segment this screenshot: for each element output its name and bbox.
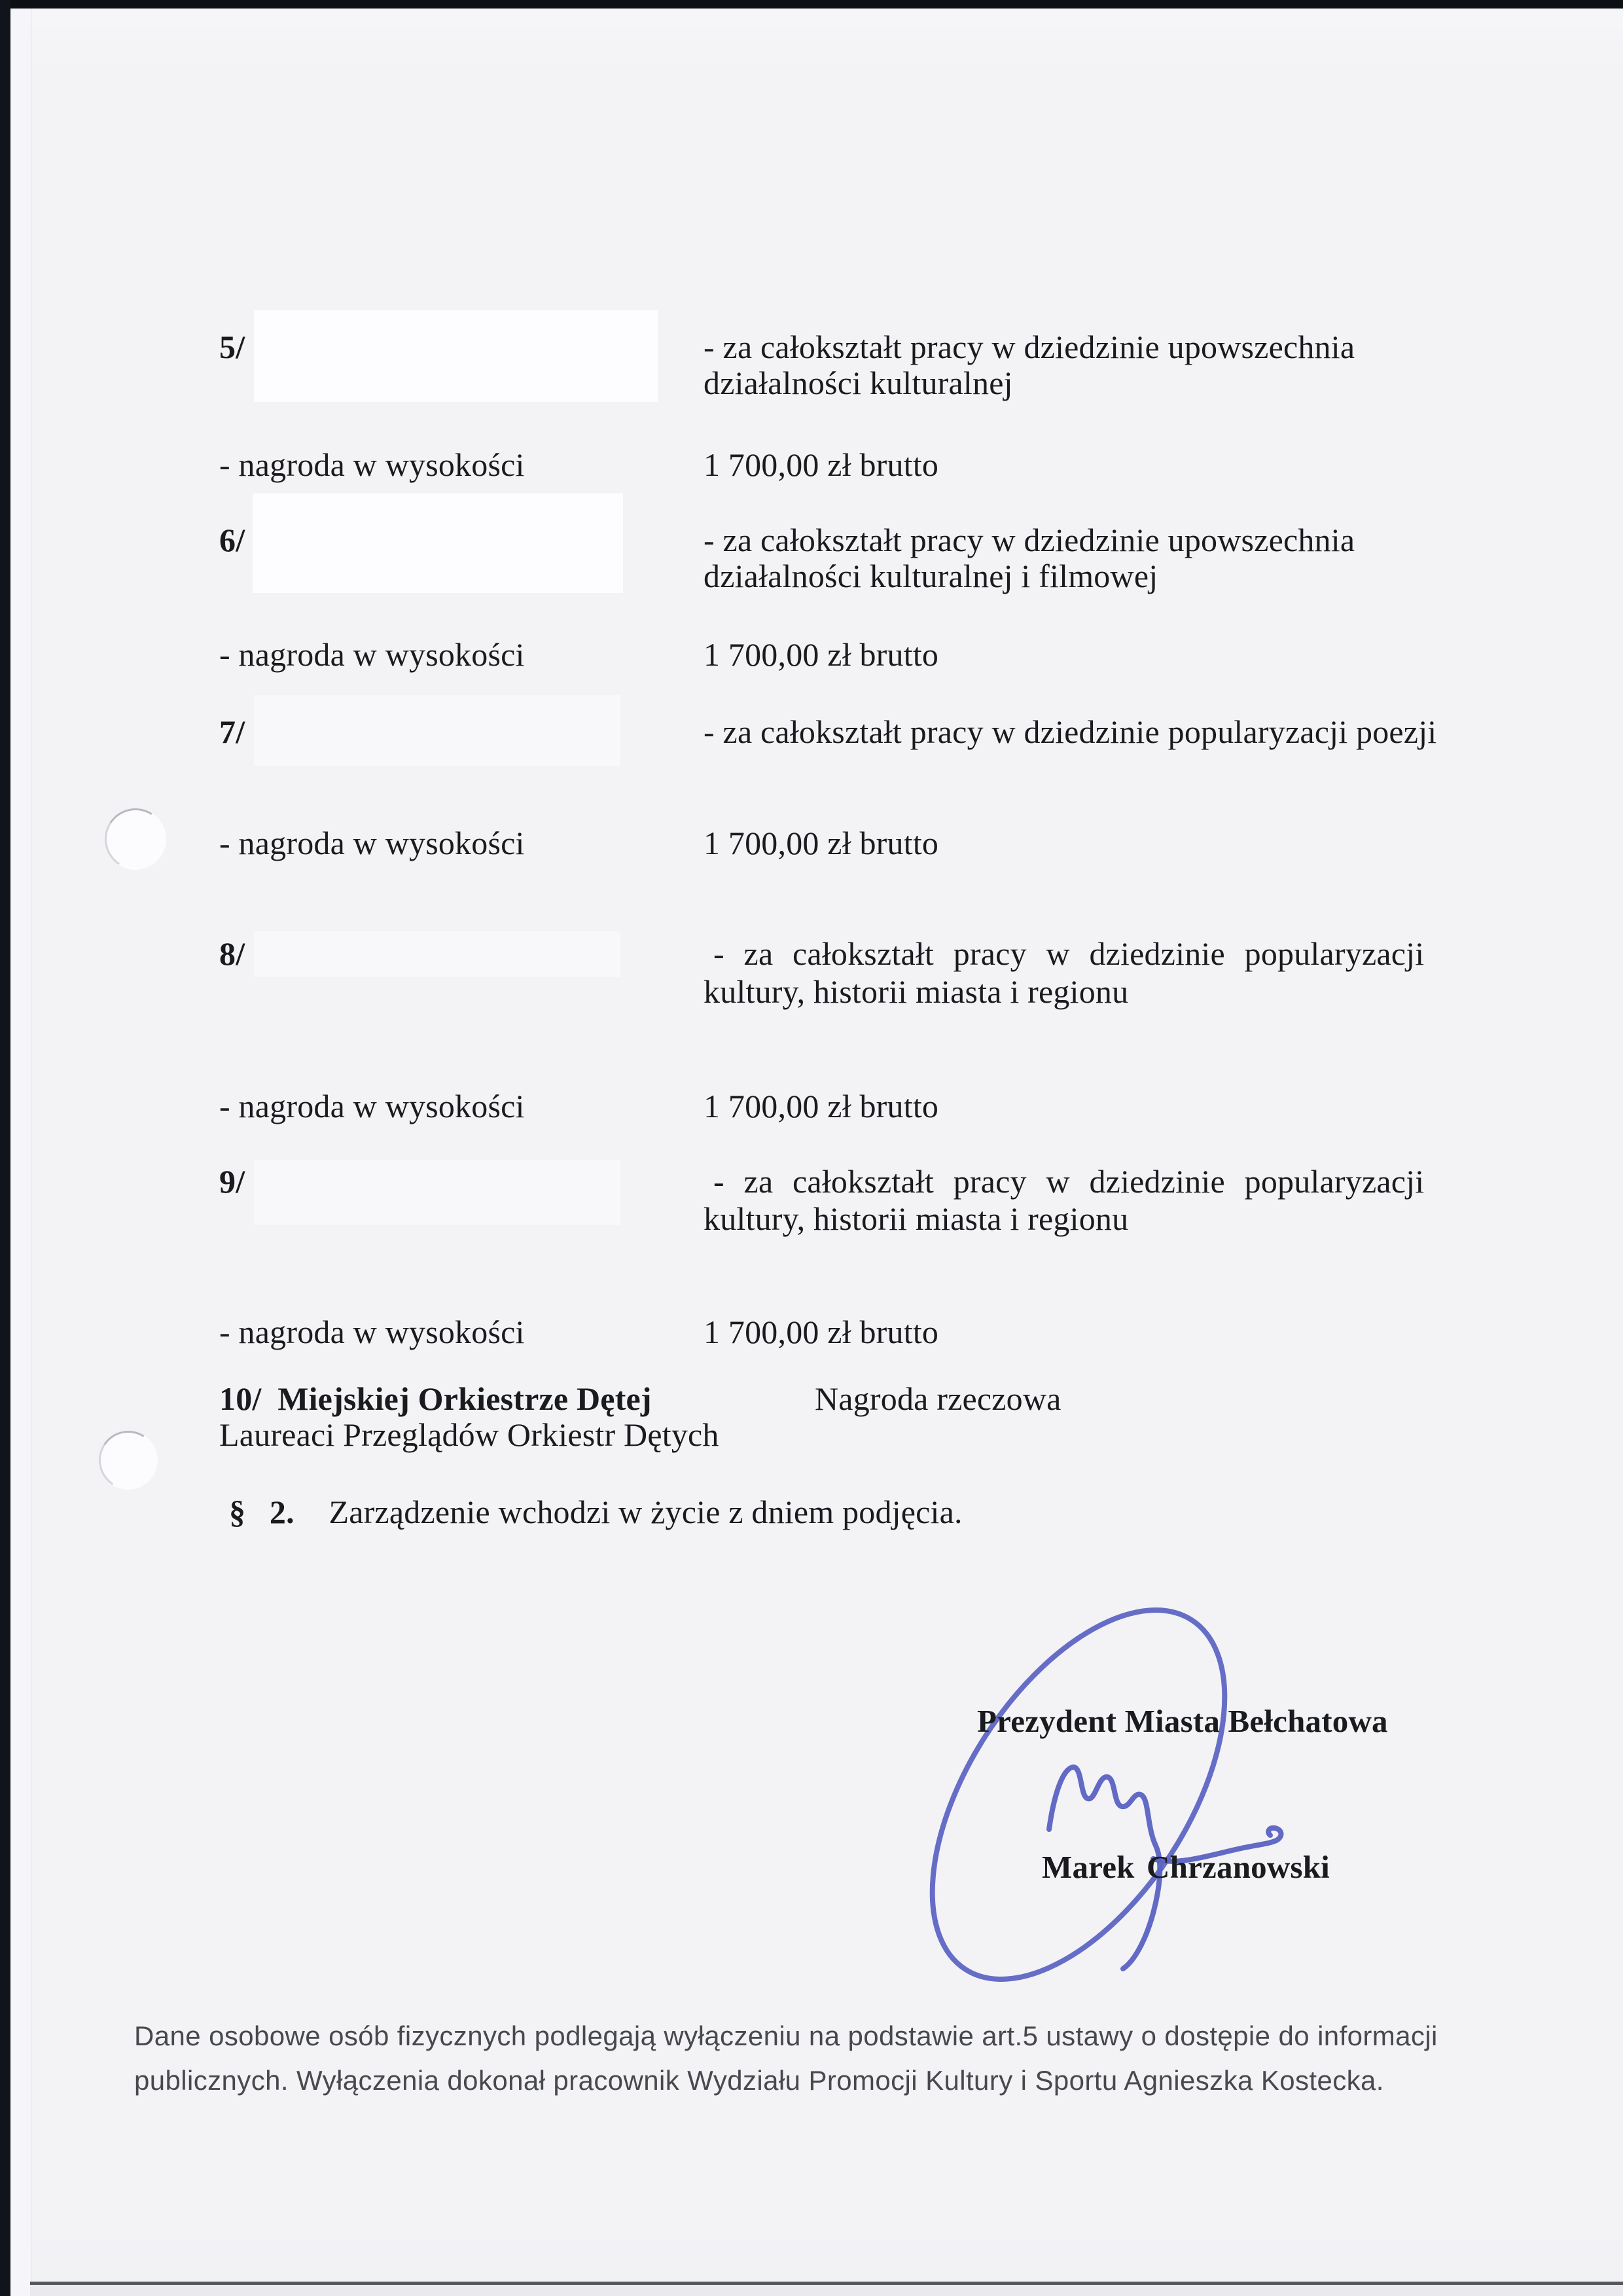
award-amount: 1 700,00 zł brutto xyxy=(704,636,939,673)
signatory-name: Marek Chrzanowski xyxy=(1042,1849,1330,1885)
signature-title: Prezydent Miasta Bełchatowa xyxy=(977,1703,1388,1739)
redaction-box xyxy=(254,695,620,766)
entry-number: 6/ xyxy=(219,522,245,558)
entry-description-line: kultury, historii miasta i regionu xyxy=(704,1200,1129,1237)
scan-edge-left xyxy=(0,0,10,2296)
entry-number: 5/ xyxy=(219,329,245,365)
award-amount: 1 700,00 zł brutto xyxy=(704,446,939,483)
recipient-name: Miejskiej Orkiestrze Dętej xyxy=(277,1380,652,1417)
award-label: - nagroda w wysokości xyxy=(219,1314,525,1350)
redaction-box xyxy=(254,1160,620,1225)
entry-number-and-recipient xyxy=(219,1382,652,1415)
entry-description-line: - za całokształt pracy w dziedzinie upowszechnia xyxy=(704,329,1355,365)
entry-description-line: działalności kulturalnej i filmowej xyxy=(704,558,1158,594)
scan-bed-left-strip xyxy=(10,9,31,2296)
scan-edge-top xyxy=(0,0,1623,9)
award-amount: 1 700,00 zł brutto xyxy=(704,825,939,861)
redaction-box xyxy=(253,493,623,593)
entry-description-line: kultury, historii miasta i regionu xyxy=(704,973,1129,1010)
entry-description-line: działalności kulturalnej xyxy=(704,365,1013,401)
footer-disclaimer-line: publicznych. Wyłączenia dokonał pracownik Wydziału Promocji Kultury i Sportu Agnieszka Kostecka. xyxy=(134,2065,1384,2096)
punch-hole xyxy=(99,802,171,875)
scan-bed-bottom-strip xyxy=(30,2285,1623,2296)
award-amount: 1 700,00 zł brutto xyxy=(704,1314,939,1350)
section-number: 2. xyxy=(269,1494,294,1530)
section-2 xyxy=(229,1496,963,1528)
award-label: - nagroda w wysokości xyxy=(219,446,525,483)
award-amount: Nagroda rzeczowa xyxy=(815,1380,1061,1417)
entry-number: 7/ xyxy=(219,713,245,750)
award-label: - nagroda w wysokości xyxy=(219,636,525,673)
signature-ink xyxy=(903,1584,1296,2016)
entry-description-line: - za całokształt pracy w dziedzinie popularyzacji xyxy=(713,935,1425,972)
punch-hole xyxy=(94,1426,164,1496)
redaction-box xyxy=(254,931,620,977)
entry-description-line: - za całokształt pracy w dziedzinie popularyzacji xyxy=(713,1163,1425,1200)
recipient-note: Laureaci Przeglądów Orkiestr Dętych xyxy=(219,1416,719,1453)
entry-number: 8/ xyxy=(219,935,245,972)
award-amount: 1 700,00 zł brutto xyxy=(704,1088,939,1124)
award-label: - nagroda w wysokości xyxy=(219,1088,525,1124)
entry-description-line: - za całokształt pracy w dziedzinie popularyzacji poezji xyxy=(704,713,1437,750)
award-label: - nagroda w wysokości xyxy=(219,825,525,861)
entry-description-line: - za całokształt pracy w dziedzinie upowszechnia xyxy=(704,522,1355,558)
footer-disclaimer-line: Dane osobowe osób fizycznych podlegają wyłączeniu na podstawie art.5 ustawy o dostępie do informacji xyxy=(134,2020,1438,2051)
section-symbol: § xyxy=(229,1494,246,1530)
redaction-box xyxy=(254,310,658,402)
entry-number: 10/ xyxy=(219,1380,262,1417)
entry-number: 9/ xyxy=(219,1163,245,1200)
section-text: Zarządzenie wchodzi w życie z dniem podjęcia. xyxy=(329,1494,963,1530)
